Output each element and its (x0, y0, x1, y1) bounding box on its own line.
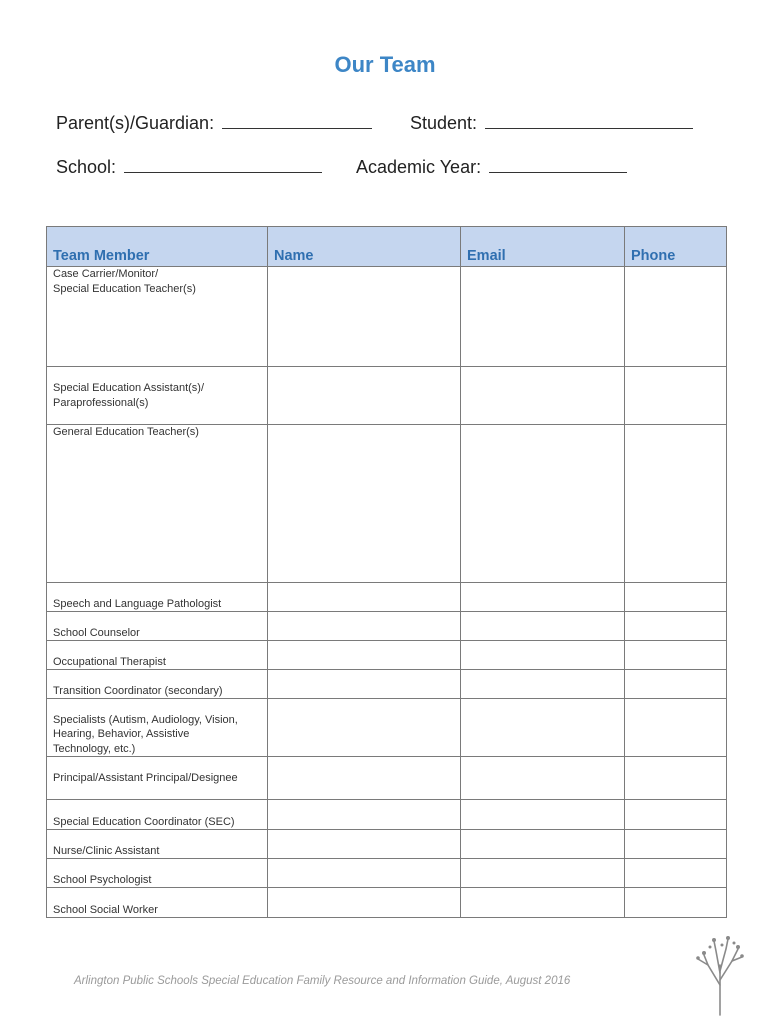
academic-year-label: Academic Year: (356, 157, 482, 177)
team-member-label: Special Education Assistant(s)/ Paraprofessional(s) (47, 367, 268, 425)
phone-cell[interactable] (625, 888, 727, 918)
team-member-label: Speech and Language Pathologist (47, 583, 268, 612)
guardian-field (56, 110, 372, 134)
student-label: Student: (410, 113, 478, 133)
email-cell[interactable] (461, 641, 625, 670)
name-cell[interactable] (268, 800, 461, 830)
school-field (56, 154, 322, 178)
team-member-label: School Psychologist (47, 859, 268, 888)
email-cell[interactable] (461, 800, 625, 830)
header-email: Email (461, 227, 625, 267)
footer-text: Arlington Public Schools Special Education Family Resource and Information Guide, August 2016 (74, 975, 571, 987)
school-blank-line[interactable] (124, 154, 322, 173)
school-label: School: (56, 157, 117, 177)
table-row (47, 757, 727, 800)
name-cell[interactable] (268, 641, 461, 670)
email-cell[interactable] (461, 670, 625, 699)
email-cell[interactable] (461, 583, 625, 612)
page-title: Our Team (334, 52, 436, 77)
phone-cell[interactable] (625, 699, 727, 757)
phone-cell[interactable] (625, 800, 727, 830)
header-phone: Phone (625, 227, 727, 267)
team-member-label: Special Education Coordinator (SEC) (47, 800, 268, 830)
phone-cell[interactable] (625, 425, 727, 583)
table-row (47, 699, 727, 757)
name-cell[interactable] (268, 612, 461, 641)
team-member-label: School Counselor (47, 612, 268, 641)
email-cell[interactable] (461, 888, 625, 918)
email-cell[interactable] (461, 757, 625, 800)
table-row (47, 612, 727, 641)
team-member-label: Principal/Assistant Principal/Designee (47, 757, 268, 800)
team-member-label: Case Carrier/Monitor/ Special Education Teacher(s) (47, 267, 268, 367)
team-member-label: Occupational Therapist (47, 641, 268, 670)
name-cell[interactable] (268, 670, 461, 699)
table-row (47, 888, 727, 918)
phone-cell[interactable] (625, 670, 727, 699)
table-row (47, 830, 727, 859)
table-row (47, 800, 727, 830)
phone-cell[interactable] (625, 367, 727, 425)
name-cell[interactable] (268, 859, 461, 888)
student-blank-line[interactable] (485, 110, 693, 129)
email-cell[interactable] (461, 830, 625, 859)
team-member-label: Nurse/Clinic Assistant (47, 830, 268, 859)
phone-cell[interactable] (625, 830, 727, 859)
name-cell[interactable] (268, 888, 461, 918)
team-member-label: General Education Teacher(s) (47, 425, 268, 583)
table-row (47, 583, 727, 612)
email-cell[interactable] (461, 267, 625, 367)
name-cell[interactable] (268, 367, 461, 425)
team-member-label: Transition Coordinator (secondary) (47, 670, 268, 699)
phone-cell[interactable] (625, 757, 727, 800)
student-field (410, 110, 693, 134)
phone-cell[interactable] (625, 583, 727, 612)
phone-cell[interactable] (625, 267, 727, 367)
name-cell[interactable] (268, 830, 461, 859)
header-team-member: Team Member (47, 227, 268, 267)
table-row (47, 367, 727, 425)
team-member-label: School Social Worker (47, 888, 268, 918)
table-header-row (47, 227, 727, 267)
table-row (47, 425, 727, 583)
phone-cell[interactable] (625, 859, 727, 888)
email-cell[interactable] (461, 699, 625, 757)
table-row (47, 267, 727, 367)
academic-year-blank-line[interactable] (489, 154, 627, 173)
table-row (47, 641, 727, 670)
header-name: Name (268, 227, 461, 267)
email-cell[interactable] (461, 367, 625, 425)
email-cell[interactable] (461, 859, 625, 888)
email-cell[interactable] (461, 612, 625, 641)
phone-cell[interactable] (625, 612, 727, 641)
name-cell[interactable] (268, 583, 461, 612)
table-row (47, 670, 727, 699)
team-table (46, 226, 727, 918)
name-cell[interactable] (268, 699, 461, 757)
name-cell[interactable] (268, 757, 461, 800)
phone-cell[interactable] (625, 641, 727, 670)
email-cell[interactable] (461, 425, 625, 583)
tree-icon (694, 935, 746, 1017)
team-member-label: Specialists (Autism, Audiology, Vision, Hearing, Behavior, Assistive Technology, etc.) (47, 699, 268, 757)
name-cell[interactable] (268, 267, 461, 367)
name-cell[interactable] (268, 425, 461, 583)
academic-year-field (356, 154, 627, 178)
guardian-label: Parent(s)/Guardian: (56, 113, 215, 133)
table-row (47, 859, 727, 888)
guardian-blank-line[interactable] (222, 110, 372, 129)
